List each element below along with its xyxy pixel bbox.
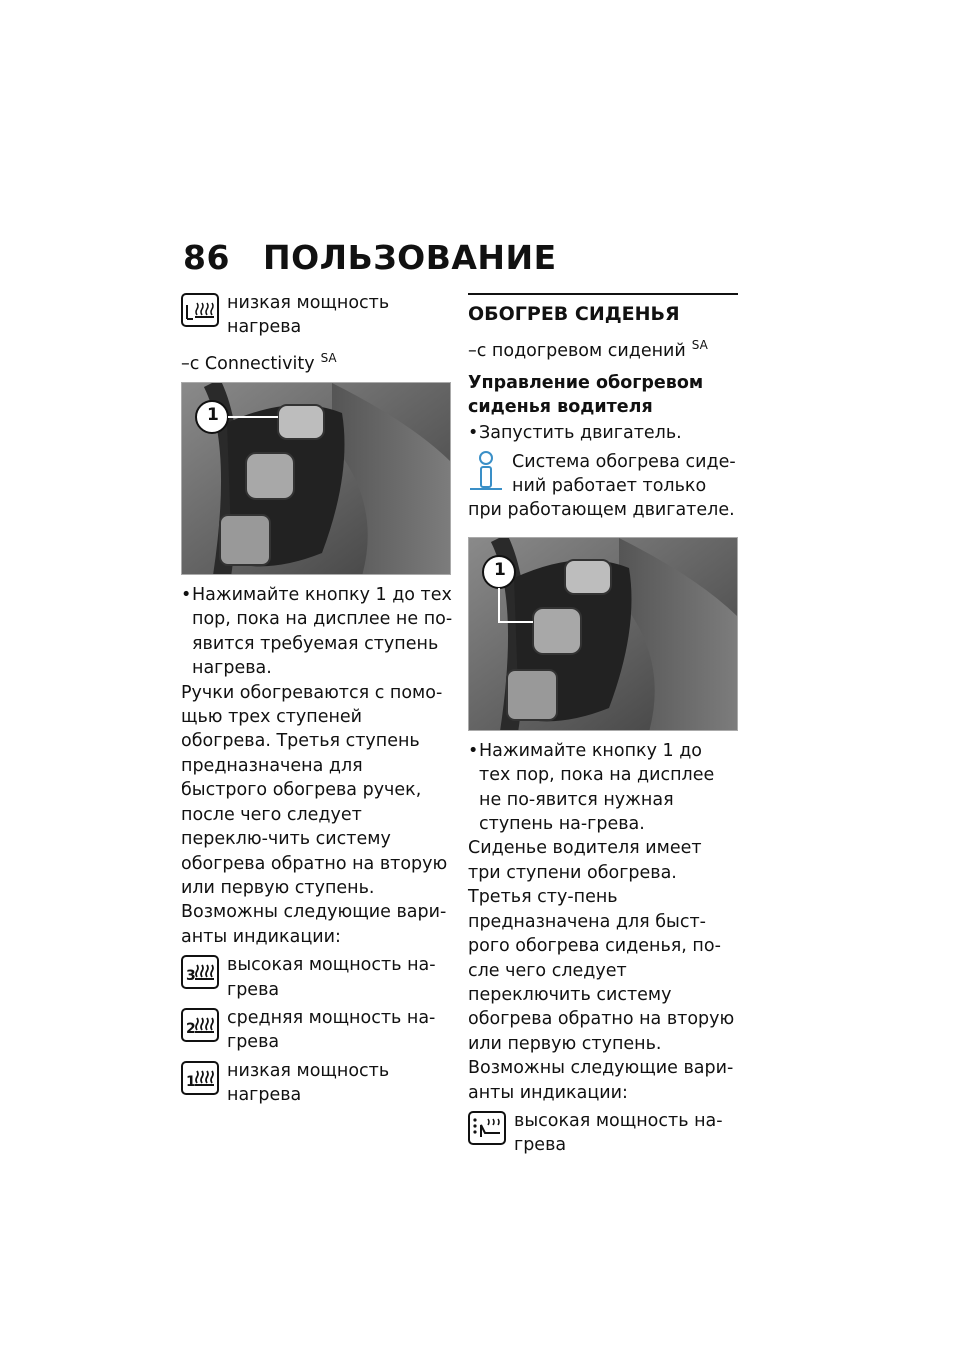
- page-number: 86: [183, 238, 230, 277]
- press-button-instruction: • Нажимайте кнопку 1 до тех пор, пока на дисплее не по-явится требуемая ступень нагрева.: [181, 583, 453, 681]
- level-digit: 1: [186, 1073, 196, 1090]
- start-engine-instruction: • Запустить двигатель.: [468, 421, 738, 445]
- indicator-level-1: [181, 1059, 453, 1108]
- section-rule: [468, 293, 738, 295]
- seat-heat-button-photo: [468, 537, 738, 731]
- grip-heat-level-3-icon: [181, 955, 219, 989]
- grip-heat-level-2-icon: [181, 1008, 219, 1042]
- right-column: [468, 293, 738, 1162]
- subsection-title: Управление обогревом сиденья водителя: [468, 373, 704, 418]
- press-button-instruction: • Нажимайте кнопку 1 до тех пор, пока на дисплее не по-явится нужная ступень на-грева.: [468, 739, 738, 837]
- seat-heating-condition: [468, 333, 738, 363]
- indicator-variants-intro: Возможны следующие вари-анты индикации:: [181, 902, 447, 947]
- indicator-level-3: [181, 953, 453, 1002]
- connectivity-condition: [181, 346, 453, 376]
- page-title: ПОЛЬЗОВАНИЕ: [263, 238, 557, 277]
- indicator-variants-intro: Возможны следующие вари-анты индикации:: [468, 1058, 734, 1103]
- info-note: [468, 450, 738, 523]
- indicator-level-1-text: низкая мощность нагрева: [227, 1060, 390, 1106]
- indicator-level-2-text: средняя мощность на-грева: [227, 1007, 436, 1053]
- indicator-level-2: [181, 1006, 453, 1055]
- seat-heating-condition-text: –с подогревом сидений: [468, 340, 686, 361]
- info-text: Система обогрева сиде-ний работает только при работающем двигателе.: [468, 451, 736, 521]
- low-heat-indicator: [181, 291, 453, 340]
- level-digit: 2: [186, 1020, 196, 1037]
- figure-callout: 1: [494, 559, 506, 580]
- grip-heat-level-1-icon: [181, 1061, 219, 1095]
- level-digit: 3: [186, 968, 196, 985]
- page-header: [183, 238, 557, 277]
- info-icon: [468, 450, 504, 490]
- section-title: ОБОГРЕВ СИДЕНЬЯ: [468, 303, 680, 325]
- indicator-level-3-text: высокая мощность на-грева: [227, 955, 436, 1000]
- grip-heat-low-icon: [181, 293, 219, 327]
- figure-callout: 1: [207, 405, 219, 426]
- low-heat-text: низкая мощность нагрева: [227, 293, 390, 338]
- seat-heat-high-icon: [468, 1111, 506, 1145]
- left-column: [181, 291, 453, 1112]
- sa-label: SA: [320, 350, 337, 365]
- seat-heating-description: Сиденье водителя имеет три ступени обогрева. Третья сту-пень предназначена для быст-рого обогрева сиденья, по-сле чего следует переключить систему обогрева обратно на вторую или первую ступень.: [468, 838, 735, 1054]
- sa-label: SA: [691, 338, 708, 352]
- seat-heat-high-text: высокая мощность на-грева: [514, 1110, 723, 1156]
- grip-heating-description: Ручки обогреваются с помо-щью трех ступеней обогрева. Третья ступень предназначена для быстрого обогрева ручек, после чего следует переклю-чить систему обогрева обратно на вторую или первую ступень.: [181, 682, 448, 898]
- connectivity-text: –с Connectivity: [181, 353, 315, 374]
- seat-heat-high-indicator: [468, 1109, 738, 1158]
- handlebar-switch-photo: [181, 382, 451, 575]
